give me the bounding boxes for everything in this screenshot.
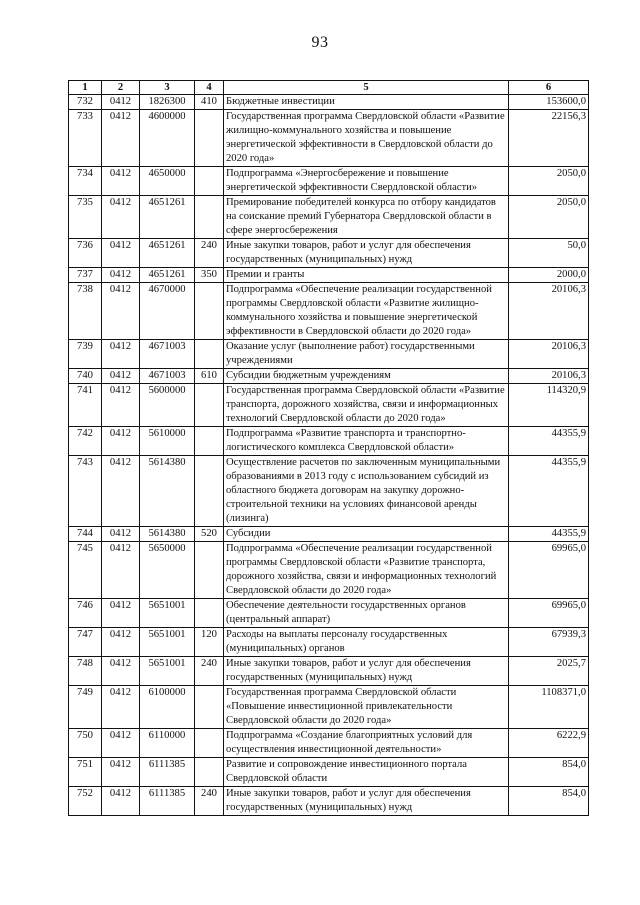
item-name-cell: Иные закупки товаров, работ и услуг для обеспечения государственных (муниципальных) нужд — [224, 239, 509, 268]
section-code-cell: 0412 — [102, 527, 140, 542]
section-code-cell: 0412 — [102, 729, 140, 758]
table-body — [69, 95, 589, 816]
amount-cell: 50,0 — [509, 239, 589, 268]
table-row — [69, 456, 589, 527]
section-code-cell: 0412 — [102, 787, 140, 816]
row-number-cell: 751 — [69, 758, 102, 787]
row-number-cell: 735 — [69, 196, 102, 239]
target-article-cell: 5651001 — [140, 628, 195, 657]
row-number-cell: 744 — [69, 527, 102, 542]
row-number-cell: 736 — [69, 239, 102, 268]
budget-table — [68, 80, 589, 816]
target-article-cell: 4651261 — [140, 239, 195, 268]
section-code-cell: 0412 — [102, 110, 140, 167]
target-article-cell: 5600000 — [140, 384, 195, 427]
item-name-cell: Осуществление расчетов по заключенным муниципальными образованиями в 2013 году с использованием субсидий из областного бюджета договорам на закупку дорожно-строительной техники на условиях финансовой аренды (лизинга) — [224, 456, 509, 527]
target-article-cell: 5614380 — [140, 456, 195, 527]
row-number-cell: 742 — [69, 427, 102, 456]
header-col-1: 1 — [69, 81, 102, 95]
target-article-cell: 4651261 — [140, 196, 195, 239]
table-row — [69, 729, 589, 758]
header-col-5: 5 — [224, 81, 509, 95]
header-col-6: 6 — [509, 81, 589, 95]
row-number-cell: 740 — [69, 369, 102, 384]
amount-cell: 854,0 — [509, 787, 589, 816]
expense-kind-cell: 120 — [195, 628, 224, 657]
expense-kind-cell — [195, 196, 224, 239]
table-row — [69, 95, 589, 110]
item-name-cell: Обеспечение деятельности государственных органов (центральный аппарат) — [224, 599, 509, 628]
table-row — [69, 758, 589, 787]
item-name-cell: Иные закупки товаров, работ и услуг для обеспечения государственных (муниципальных) нужд — [224, 657, 509, 686]
section-code-cell: 0412 — [102, 95, 140, 110]
row-number-cell: 748 — [69, 657, 102, 686]
expense-kind-cell: 240 — [195, 787, 224, 816]
amount-cell: 20106,3 — [509, 283, 589, 340]
row-number-cell: 752 — [69, 787, 102, 816]
row-number-cell: 749 — [69, 686, 102, 729]
amount-cell: 44355,9 — [509, 527, 589, 542]
item-name-cell: Государственная программа Свердловской области «Повышение инвестиционной привлекательности Свердловской области до 2020 года» — [224, 686, 509, 729]
table-row — [69, 369, 589, 384]
header-col-4: 4 — [195, 81, 224, 95]
table-row — [69, 196, 589, 239]
amount-cell: 44355,9 — [509, 427, 589, 456]
table-row — [69, 628, 589, 657]
expense-kind-cell — [195, 686, 224, 729]
target-article-cell: 4651261 — [140, 268, 195, 283]
target-article-cell: 5614380 — [140, 527, 195, 542]
target-article-cell: 4671003 — [140, 369, 195, 384]
row-number-cell: 747 — [69, 628, 102, 657]
item-name-cell: Премии и гранты — [224, 268, 509, 283]
section-code-cell: 0412 — [102, 628, 140, 657]
table-row — [69, 384, 589, 427]
section-code-cell: 0412 — [102, 369, 140, 384]
item-name-cell: Подпрограмма «Развитие транспорта и транспортно-логистического комплекса Свердловской области» — [224, 427, 509, 456]
item-name-cell: Подпрограмма «Обеспечение реализации государственной программы Свердловской области «Развитие транспорта, дорожного хозяйства, связи и информационных технологий Свердловской области до 2020 года» — [224, 542, 509, 599]
section-code-cell: 0412 — [102, 268, 140, 283]
item-name-cell: Субсидии — [224, 527, 509, 542]
expense-kind-cell: 240 — [195, 657, 224, 686]
table-row — [69, 110, 589, 167]
amount-cell: 2000,0 — [509, 268, 589, 283]
section-code-cell: 0412 — [102, 599, 140, 628]
table-header — [69, 81, 589, 95]
target-article-cell: 4600000 — [140, 110, 195, 167]
amount-cell: 22156,3 — [509, 110, 589, 167]
amount-cell: 2025,7 — [509, 657, 589, 686]
row-number-cell: 733 — [69, 110, 102, 167]
target-article-cell: 4650000 — [140, 167, 195, 196]
section-code-cell: 0412 — [102, 239, 140, 268]
section-code-cell: 0412 — [102, 196, 140, 239]
table-row — [69, 657, 589, 686]
page-number: 93 — [311, 34, 329, 51]
item-name-cell: Подпрограмма «Энергосбережение и повышение энергетической эффективности Свердловской области» — [224, 167, 509, 196]
target-article-cell: 6110000 — [140, 729, 195, 758]
table-row — [69, 268, 589, 283]
amount-cell: 6222,9 — [509, 729, 589, 758]
expense-kind-cell — [195, 340, 224, 369]
expense-kind-cell: 350 — [195, 268, 224, 283]
target-article-cell: 5651001 — [140, 657, 195, 686]
target-article-cell: 4670000 — [140, 283, 195, 340]
section-code-cell: 0412 — [102, 340, 140, 369]
table-row — [69, 599, 589, 628]
item-name-cell: Развитие и сопровождение инвестиционного портала Свердловской области — [224, 758, 509, 787]
amount-cell: 153600,0 — [509, 95, 589, 110]
item-name-cell: Оказание услуг (выполнение работ) государственными учреждениями — [224, 340, 509, 369]
item-name-cell: Подпрограмма «Создание благоприятных условий для осуществления инвестиционной деятельности» — [224, 729, 509, 758]
item-name-cell: Иные закупки товаров, работ и услуг для обеспечения государственных (муниципальных) нужд — [224, 787, 509, 816]
row-number-cell: 743 — [69, 456, 102, 527]
amount-cell: 2050,0 — [509, 196, 589, 239]
expense-kind-cell: 520 — [195, 527, 224, 542]
expense-kind-cell — [195, 758, 224, 787]
expense-kind-cell: 410 — [195, 95, 224, 110]
amount-cell: 1108371,0 — [509, 686, 589, 729]
target-article-cell: 5650000 — [140, 542, 195, 599]
amount-cell: 2050,0 — [509, 167, 589, 196]
item-name-cell: Государственная программа Свердловской области «Развитие транспорта, дорожного хозяйства, связи и информационных технологий Свердловской области до 2020 года» — [224, 384, 509, 427]
header-row — [69, 81, 589, 95]
item-name-cell: Расходы на выплаты персоналу государственных (муниципальных) органов — [224, 628, 509, 657]
row-number-cell: 745 — [69, 542, 102, 599]
target-article-cell: 6100000 — [140, 686, 195, 729]
expense-kind-cell — [195, 167, 224, 196]
target-article-cell: 5610000 — [140, 427, 195, 456]
expense-kind-cell — [195, 729, 224, 758]
row-number-cell: 737 — [69, 268, 102, 283]
row-number-cell: 746 — [69, 599, 102, 628]
item-name-cell: Подпрограмма «Обеспечение реализации государственной программы Свердловской области «Развитие жилищно-коммунального хозяйства и повышение энергетической эффективности в Свердловской области до 2020 года» — [224, 283, 509, 340]
item-name-cell: Премирование победителей конкурса по отбору кандидатов на соискание премий Губернатора Свердловской области в сфере энергосбережения — [224, 196, 509, 239]
row-number-cell: 750 — [69, 729, 102, 758]
expense-kind-cell — [195, 599, 224, 628]
section-code-cell: 0412 — [102, 456, 140, 527]
row-number-cell: 741 — [69, 384, 102, 427]
section-code-cell: 0412 — [102, 542, 140, 599]
target-article-cell: 5651001 — [140, 599, 195, 628]
expense-kind-cell — [195, 283, 224, 340]
table-row — [69, 787, 589, 816]
section-code-cell: 0412 — [102, 427, 140, 456]
row-number-cell: 734 — [69, 167, 102, 196]
table-row — [69, 686, 589, 729]
section-code-cell: 0412 — [102, 283, 140, 340]
item-name-cell: Бюджетные инвестиции — [224, 95, 509, 110]
table-row — [69, 239, 589, 268]
section-code-cell: 0412 — [102, 384, 140, 427]
table-row — [69, 542, 589, 599]
row-number-cell: 738 — [69, 283, 102, 340]
expense-kind-cell — [195, 384, 224, 427]
table-row — [69, 283, 589, 340]
target-article-cell: 4671003 — [140, 340, 195, 369]
amount-cell: 69965,0 — [509, 599, 589, 628]
target-article-cell: 6111385 — [140, 758, 195, 787]
table-row — [69, 340, 589, 369]
header-col-2: 2 — [102, 81, 140, 95]
item-name-cell: Государственная программа Свердловской области «Развитие жилищно-коммунального хозяйства и повышение энергетической эффективности в Свердловской области до 2020 года» — [224, 110, 509, 167]
row-number-cell: 732 — [69, 95, 102, 110]
table-row — [69, 167, 589, 196]
section-code-cell: 0412 — [102, 686, 140, 729]
section-code-cell: 0412 — [102, 758, 140, 787]
row-number-cell: 739 — [69, 340, 102, 369]
expense-kind-cell — [195, 456, 224, 527]
header-col-3: 3 — [140, 81, 195, 95]
expense-kind-cell — [195, 542, 224, 599]
target-article-cell: 1826300 — [140, 95, 195, 110]
target-article-cell: 6111385 — [140, 787, 195, 816]
amount-cell: 67939,3 — [509, 628, 589, 657]
expense-kind-cell — [195, 110, 224, 167]
section-code-cell: 0412 — [102, 167, 140, 196]
expense-kind-cell: 240 — [195, 239, 224, 268]
amount-cell: 854,0 — [509, 758, 589, 787]
amount-cell: 114320,9 — [509, 384, 589, 427]
expense-kind-cell: 610 — [195, 369, 224, 384]
amount-cell: 44355,9 — [509, 456, 589, 527]
item-name-cell: Субсидии бюджетным учреждениям — [224, 369, 509, 384]
table-row — [69, 527, 589, 542]
expense-kind-cell — [195, 427, 224, 456]
section-code-cell: 0412 — [102, 657, 140, 686]
amount-cell: 20106,3 — [509, 369, 589, 384]
table-row — [69, 427, 589, 456]
amount-cell: 69965,0 — [509, 542, 589, 599]
amount-cell: 20106,3 — [509, 340, 589, 369]
